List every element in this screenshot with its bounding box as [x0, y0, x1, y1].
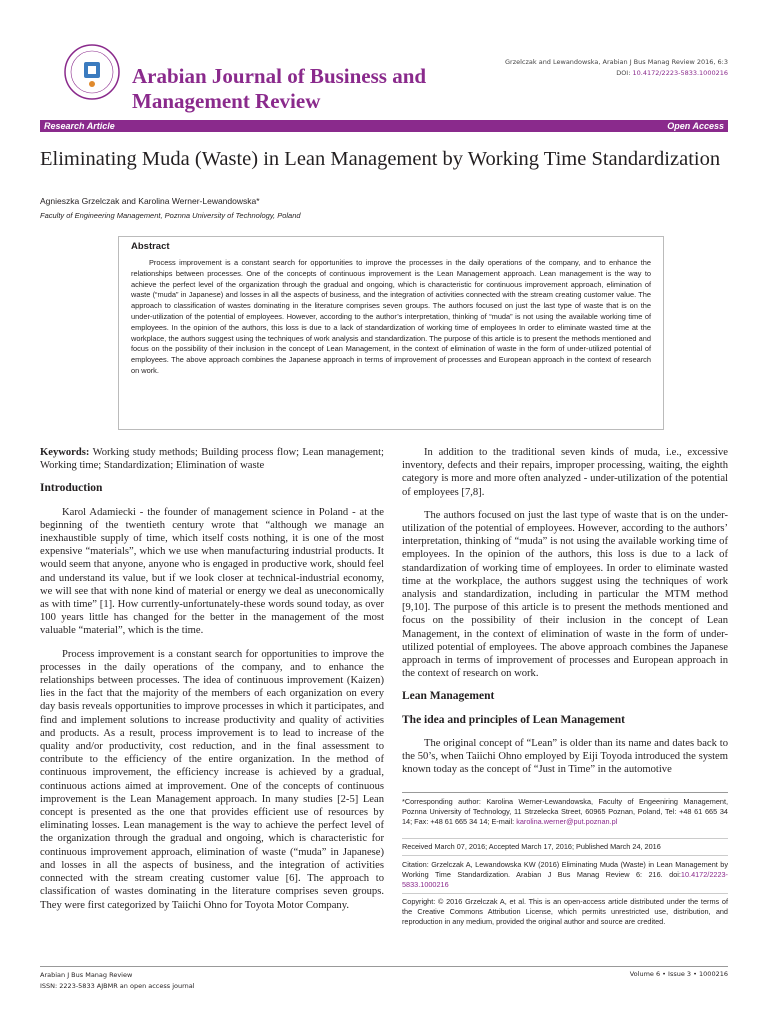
author-list: Agnieszka Grzelczak and Karolina Werner-Lewandowska*	[40, 196, 260, 206]
email-link[interactable]: karolina.werner@put.poznan.pl	[516, 817, 618, 826]
footer-left	[40, 970, 195, 992]
journal-title	[132, 64, 426, 114]
affiliation: Faculty of Engineering Management, Poznna University of Technology, Poland	[40, 211, 301, 220]
right-paragraph-1: In addition to the traditional seven kinds of muda, i.e., excessive inventory, defects and their repairs, improper processing, waiting, the eighth category is more and more often analyzed - under-utilization of the potential of employees [7,8].	[402, 447, 728, 498]
received-dates: Received March 07, 2016; Accepted March 17, 2016; Published March 24, 2016	[402, 842, 661, 851]
open-access-label: Open Access	[667, 121, 724, 131]
article-title: Eliminating Muda (Waste) in Lean Management by Working Time Standardization	[40, 148, 721, 170]
footer-journal: Arabian J Bus Manag Review	[40, 971, 133, 979]
doi-link[interactable]: 10.4172/2223-5833.1000216	[632, 69, 728, 77]
keywords-label: Keywords:	[40, 447, 90, 458]
copyright-note: Copyright: © 2016 Grzelczak A, et al. This is an open-access article distributed under the terms of the Creative Commons Attribution License, which permits unrestricted use, distribution, and reproduction in any medium, provided the original author and source are credited.	[402, 897, 728, 926]
idea-principles-heading: The idea and principles of Lean Management	[402, 713, 625, 726]
intro-paragraph-2: Process improvement is a constant search for opportunities to improve the processes in the daily operations of the company, and to enhance the relationships between processes. The idea of continuous improvement (Kaizen) lies in the fact that the majority of the members of each organization on every day basis reveals opportunities to improve processes in which it participates, and find and implement solutions to increase productivity and quality of activities and products. As a result, process improvement is to lead to increase of the quality and/or productivity, cost reduction, and in the final assessment to contribute to the efficiency of the entire organization. In the method of continuous improvement, the efficiency increase is achieved by a gradual, continuous actions aimed at improvement. One of the concepts of continuous improvement is the Lean Management approach. In many studies [2-5] Lean concept is presented as the one that provides efficient use of resources by eliminating losses. Lean management is the way to achieve the perfect level of the organization through the gradual and ongoing, which is characteristic for continuous improvement approach, elimination of waste (“muda” in Japanese) and losses in all the aspects of business, and the integration of activities connected with the stream creating customer value [6]. The approach to classification of wastes dominating in the literature comprises seven groups. They were first categorized by Taiichi Ohno for Toyota Motor Company.	[40, 648, 384, 911]
journal-logo	[64, 44, 120, 100]
citation-line: Grzelczak and Lewandowska, Arabian J Bus Manag Review 2016, 6:3	[504, 58, 728, 66]
corresponding-author-note	[402, 797, 728, 827]
right-paragraph-2: The authors focused on just the last type of waste that is on the under-utilization of the potential of employees. However, according to the authors’ interpretation, thinking of “muda” is not using the available working time of employees. In the opinion of the authors, this loss is due to a lack of standardization of working time of employees. In order to eliminate wasted time at the workplace, the authors suggest using the techniques of work analysis and standardization, including in particular the MTM method [9,10]. The purpose of this article is to present the methods mentioned and focus on the possibility of their inclusion in the concept of Lean Management, in the context of elimination of waste in the form of under-utilized potential of employees. The above approach combines the Japanese approach in terms of improvement of processes and European approach in the context of research on work.	[402, 509, 728, 680]
footnote-divider-4	[402, 893, 728, 894]
research-article-label: Research Article	[44, 121, 115, 131]
left-column	[40, 446, 384, 922]
abstract-box	[118, 236, 664, 430]
citation-doi-link[interactable]: 10.4172/2223-5833.1000216	[402, 870, 728, 889]
lean-management-heading: Lean Management	[402, 690, 495, 703]
footer-volume: Volume 6 • Issue 3 • 1000216	[629, 970, 728, 978]
keywords	[40, 446, 384, 472]
doi-label: DOI:	[616, 69, 633, 77]
corresponding-text: *Corresponding author: Karolina Werner-Lewandowska, Faculty of Engeeniring Management, Poznna University of Technology, 11 Strzelecka Street, 60965 Poznan, Poland, Tel: +48 61 665 34 14; Fax: +48 61 665 34 14; E-mail:	[402, 797, 728, 826]
right-column	[402, 446, 728, 786]
citation-note	[402, 860, 728, 890]
header-citation	[505, 57, 728, 79]
introduction-heading: Introduction	[40, 482, 103, 495]
journal-title-line2: Management Review	[132, 89, 321, 113]
citation-text: Citation: Grzelczak A, Lewandowska KW (2016) Eliminating Muda (Waste) in Lean Management by Working Time Standardization. Arabian J Bus Manag Review 6: 216. doi:	[402, 860, 728, 879]
footnote-divider-2	[402, 838, 728, 839]
article-type-band	[40, 120, 728, 132]
footer-issn: ISSN: 2223-5833 AJBMR an open access journal	[40, 982, 195, 990]
footnote-divider-3	[402, 855, 728, 856]
right-paragraph-3: The original concept of “Lean” is older than its name and dates back to the 50’s, when Taiichi Ohno employed by Eiji Toyoda introduced the system known today as the concept of “Just in Time” in the automotive	[402, 737, 728, 776]
footer-divider	[40, 966, 728, 967]
abstract-text: Process improvement is a constant search for opportunities to improve the processes in the daily operations of the company, and to enhance the relationships between processes. One of the concepts of continuous improvement is the Lean Management approach. Lean management is the way to achieve the perfect level of the organization through the gradual and ongoing, which is characteristic for continuous improvement approach, elimination of waste (“muda” in Japanese) and losses in all the aspects of business, and the integration of activities connected with the stream creating customer value. The approach to classification of wastes dominating in the literature comprises seven groups. The authors focused on just the last type of waste that is on the under-utilization of the potential of employees. However, according to the author’s interpretation, thinking of “muda” is not using the available working time of employees. In the opinion of the authors, this loss is due to a lack of standardization of working time of employees In order to eliminate wasted time at the workplace, the authors suggest using the techniques of work analysis and standardization. The purpose of this article is to present the methods mentioned and focus on the possibility of their inclusion in the concept of Lean Management, in the context of elimination of waste in the form of under-utilized potential of employees. The above approach combines the Japanese approach in terms of improvement of processes and European approach in the context of research on work.	[131, 258, 651, 375]
keywords-text: Working study methods; Building process flow; Lean management; Working time; Standardization; Elimination of waste	[40, 447, 384, 472]
journal-title-line1: Arabian Journal of Business and	[132, 64, 427, 88]
abstract-heading: Abstract	[131, 241, 170, 252]
intro-paragraph-1: Karol Adamiecki - the founder of management science in Poland - at the beginning of the twentieth century wrote that “although we manage an inexhaustible supply of time, which itself costs nothing, it is one of the most expensive “materials”, which we use when manufacturing industrial products. It would seem that anyone, anyone who is engaged in productive work, should feel and understand its value, but if we look closer at technical-industrial economy, we will see that with none kind of material or energy we deal as uneconomically as with time” [1]. How currently-unfortunately-these words sound today, as over 100 years little has changed for the better in the management of the most valuable “material”, which is the time.	[40, 506, 384, 637]
footnote-divider	[402, 792, 728, 793]
doi-line	[505, 68, 728, 79]
